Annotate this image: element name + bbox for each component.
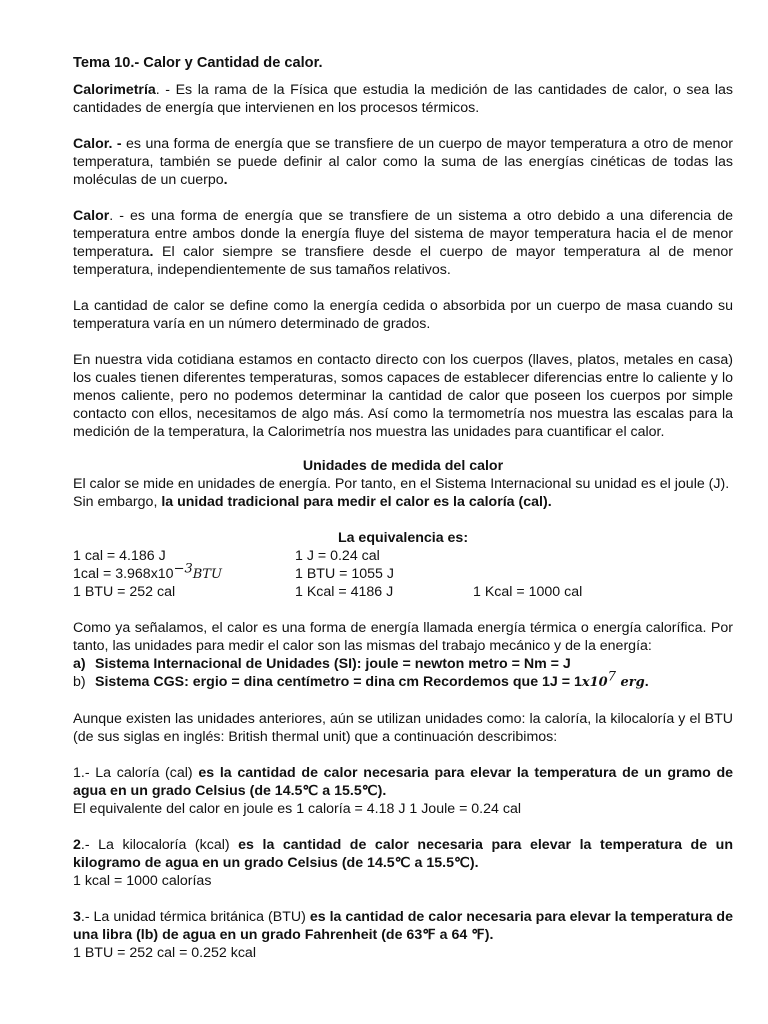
paragraph-text: es una forma de energía que se transfiere de un cuerpo de mayor temperatura a otro de menor temperatura, también se puede definir al calor como la suma de las energías cinéticas de todas las moléculas de un cuerpo (73, 136, 733, 188)
list-text: Sistema Internacional de Unidades (SI): joule = newton metro = Nm = J (95, 656, 571, 672)
units-line-2 (73, 493, 733, 511)
paragraph-calor-2 (73, 207, 733, 279)
paragraph-cantidad-calor: La cantidad de calor se define como la energía cedida o absorbida por un cuerpo de masa cuando su temperatura varía en un número determinado de grados. (73, 298, 733, 332)
equivalence-btu-cal: 1 BTU = 252 cal (73, 584, 176, 600)
equivalence-kcal-cal: 1 Kcal = 1000 cal (473, 584, 583, 600)
unit-systems-list (73, 655, 733, 692)
units-bold-text: la unidad tradicional para medir el calor es la caloría (cal). (161, 494, 552, 510)
math-factor: x10 (581, 675, 608, 690)
list-label: b) (73, 674, 86, 690)
paragraph-como-senalamos: Como ya señalamos, el calor es una forma de energía llamada energía térmica o energía calorífica. Por tanto, las unidades para medir el calor son las mismas del trabajo mecánico y de la energía: (73, 620, 733, 654)
definition-btu (73, 908, 733, 944)
list-end: . (644, 674, 649, 690)
definition-btu-equivalent: 1 BTU = 252 cal = 0.252 kcal (73, 945, 256, 961)
list-item (73, 669, 733, 692)
unit-btu: BTU (192, 567, 222, 582)
paragraph-text: . - es una forma de energía que se transfiere de un sistema a otro debido a una diferencia de temperatura entre ambos donde la energía fluye del sistema de mayor temperatura hacia el de menor temperatura (73, 208, 733, 260)
heading-unidades: Unidades de medida del calor (302, 458, 504, 474)
paragraph-text: El calor siempre se transfiere desde el cuerpo de mayor temperatura al de menor temperatura, independientemente de sus tamaños relativos. (73, 244, 733, 278)
paragraph-end: . (223, 172, 228, 188)
exponent: 7 (607, 669, 616, 685)
equivalence-cal-btu (73, 561, 222, 584)
term-calor: Calor (73, 208, 110, 224)
definition-number: 2 (73, 837, 81, 853)
paragraph-aunque: Aunque existen las unidades anteriores, aún se utilizan unidades como: la caloría, la kilocaloría y el BTU (de sus siglas en inglés: British thermal unit) que a continuación describimos: (73, 711, 733, 745)
equivalence-joule-cal: 1 J = 0.24 cal (295, 548, 380, 564)
definition-kilocaloria (73, 836, 733, 872)
term-calor: Calor. - (73, 136, 122, 152)
unit-erg: erg (616, 675, 645, 690)
units-line-1: El calor se mide en unidades de energía. Por tanto, en el Sistema Internacional su unidad es el joule (J). (73, 476, 730, 492)
exponent: −3 (173, 561, 193, 577)
definition-caloria (73, 764, 733, 800)
list-item (73, 655, 733, 673)
paragraph-calorimetria (73, 81, 733, 117)
equivalence-table (73, 547, 733, 601)
definition-bold: es la cantidad de calor necesaria para elevar la temperatura de una libra (lb) de agua en un grado Fahrenheit (de 63℉ a 64 ℉). (73, 909, 733, 943)
paragraph-calor-1 (73, 135, 733, 189)
definition-bold: es la cantidad de calor necesaria para elevar la temperatura de un kilogramo de agua en un grado Celsius (de 14.5℃ a 15.5℃). (73, 837, 733, 871)
equivalence-cal-joule: 1 cal = 4.186 J (73, 548, 166, 564)
heading-equivalencia: La equivalencia es: (337, 530, 469, 546)
definition-bold: es la cantidad de calor necesaria para elevar la temperatura de un gramo de agua en un grado Celsius (de 14.5℃ a 15.5℃). (73, 765, 733, 799)
definition-number: 3 (73, 909, 81, 925)
page-title: Tema 10.- Calor y Cantidad de calor. (73, 55, 323, 71)
paragraph-text: . - Es la rama de la Física que estudia la medición de las cantidades de calor, o sea las cantidades de energía que intervienen en los procesos térmicos. (73, 82, 733, 116)
paragraph-mid: . (149, 244, 154, 260)
document-page (73, 54, 733, 962)
equivalence-kcal-joule: 1 Kcal = 4186 J (295, 584, 394, 600)
definition-number: 1. (73, 765, 85, 781)
list-text: Sistema CGS: ergio = dina centímetro = dina cm Recordemos que 1J = 1 (95, 674, 582, 690)
units-text: Sin embargo, (73, 494, 162, 510)
definition-lead: .- La kilocaloría (kcal) (80, 837, 239, 853)
definition-lead: - La caloría (cal) (84, 765, 199, 781)
paragraph-vida-cotidiana: En nuestra vida cotidiana estamos en contacto directo con los cuerpos (llaves, platos, metales en casa) los cuales tienen diferentes temperaturas, somos capaces de establecer diferencias entre lo caliente y lo menos caliente, pero no podemos determinar la cantidad de calor que poseen los cuerpos por simple contacto con ellos, necesitamos de algo más. Así como la termometría nos muestra las escalas para la medición de la temperatura, la Calorimetría nos muestra las unidades para cuantificar el calor. (73, 352, 733, 440)
definition-kilocaloria-equivalent: 1 kcal = 1000 calorías (73, 873, 212, 889)
definition-lead: .- La unidad térmica británica (BTU) (80, 909, 310, 925)
list-label: a) (73, 656, 86, 672)
equivalence-text: 1cal = 3.968x10 (73, 566, 174, 582)
equivalence-btu-joule: 1 BTU = 1055 J (295, 566, 394, 582)
term-calorimetria: Calorimetría (73, 82, 156, 98)
definition-caloria-equivalent: El equivalente del calor en joule es 1 caloría = 4.18 J 1 Joule = 0.24 cal (73, 801, 521, 817)
